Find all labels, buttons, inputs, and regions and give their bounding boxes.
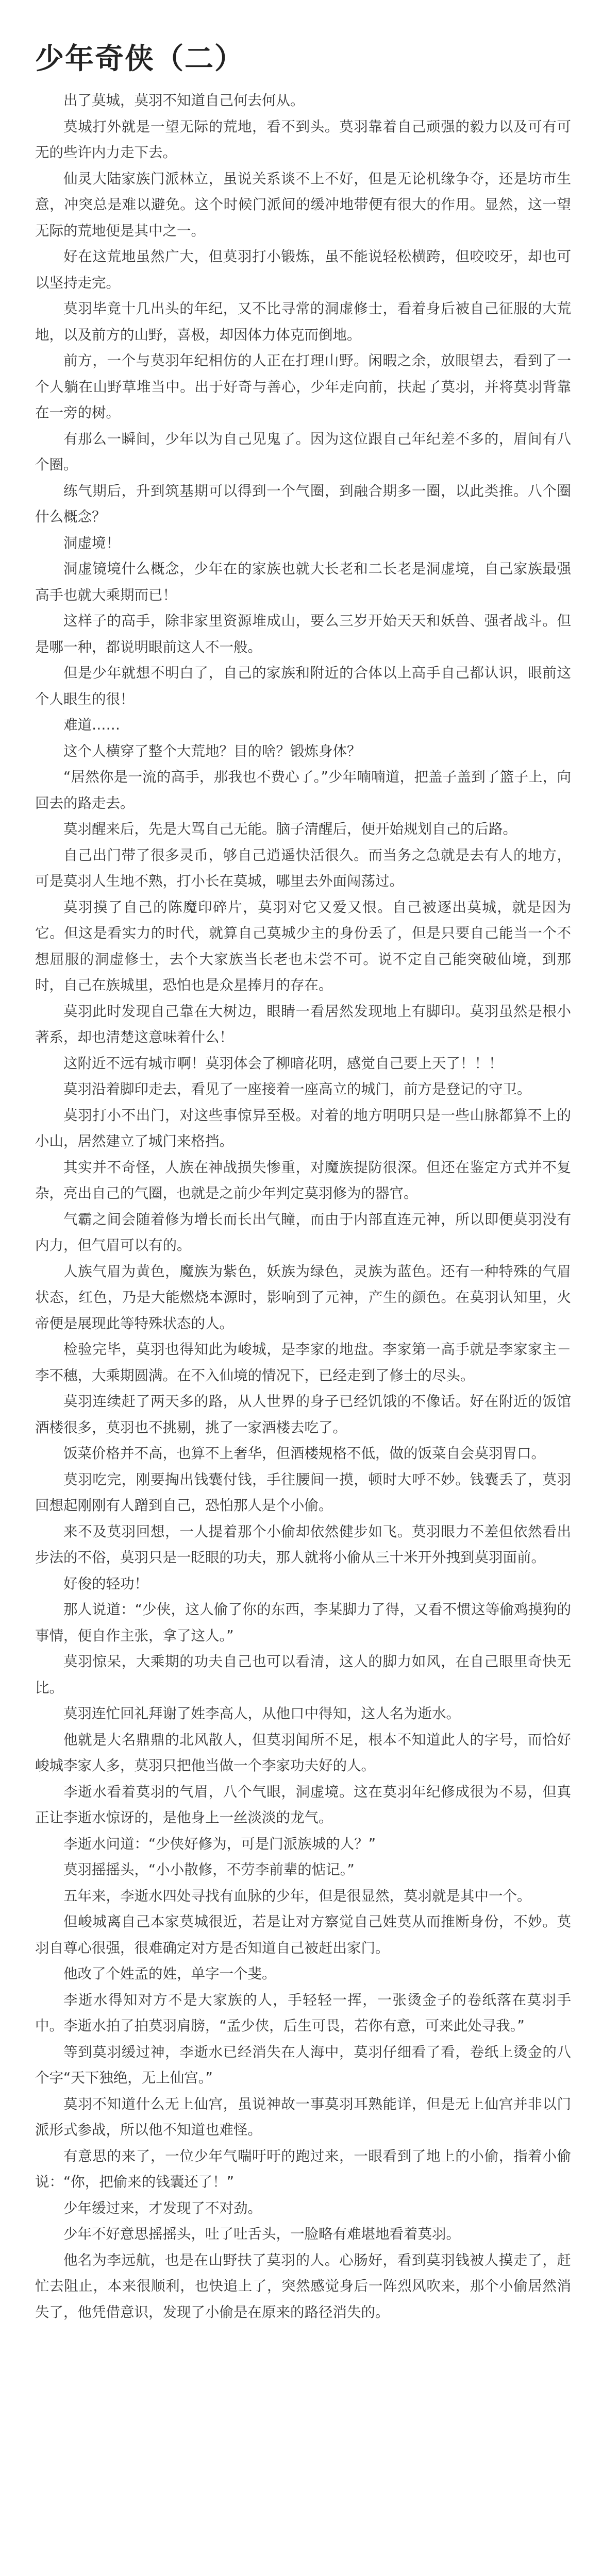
article-paragraph: 莫羽摇摇头，“小小散修，不劳李前辈的惦记。” <box>63 1861 355 1878</box>
article-paragraph: 人族气眉为黄色，魔族为紫色，妖族为绿色，灵族为蓝色。还有一种特殊的气眉状态，红色，乃是大能燃烧本源时，影响到了元神，产生的颜色。在莫羽认知里，火帝便是展现此等特殊状态的人。 <box>35 1263 571 1332</box>
article-paragraph: 练气期后，升到筑基期可以得到一个气圈，到融合期多一圈，以此类推。八个圈什么概念？ <box>35 482 571 525</box>
article-paragraph: 莫羽毕竟十几出头的年纪，又不比寻常的洞虚修士，看着身后被自己征服的大荒地，以及前方的山野，喜极，却因体力体克而倒地。 <box>35 300 571 343</box>
article-paragraph: 莫羽此时发现自己靠在大树边，眼睛一看居然发现地上有脚印。莫羽虽然是根小著系，却也清楚这意味着什么！ <box>35 1003 571 1045</box>
article-paragraph: 来不及莫羽回想，一人提着那个小偷却依然健步如飞。莫羽眼力不差但依然看出步法的不俗，莫羽只是一眨眼的功夫，那人就将小偷从三十米开外拽到莫羽面前。 <box>35 1523 571 1566</box>
article-paragraph: 李逝水看着莫羽的气眉，八个气眼，洞虚境。这在莫羽年纪修成很为不易，但真正让李逝水惊讶的，是他身上一丝淡淡的龙气。 <box>35 1783 571 1826</box>
article-paragraph: 自己出门带了很多灵币，够自己逍遥快活很久。而当务之急就是去有人的地方，可是莫羽人生地不熟，打小长在莫城，哪里去外面闯荡过。 <box>35 846 571 889</box>
article-paragraph: 饭菜价格并不高，也算不上奢华，但酒楼规格不低，做的饭菜自会莫羽胃口。 <box>63 1445 545 1462</box>
article-paragraph: 那人说道：“少侠，这人偷了你的东西，李某脚力了得，又看不惯这等偷鸡摸狗的事情，便自作主张，拿了这人。” <box>35 1601 571 1644</box>
article-paragraph: 等到莫羽缓过神，李逝水已经消失在人海中，莫羽仔细看了看，卷纸上烫金的八个字“天下独绝，无上仙宫。” <box>35 2043 571 2086</box>
article-paragraph: 前方，一个与莫羽年纪相仿的人正在打理山野。闲暇之余，放眼望去，看到了一个人躺在山野草堆当中。出于好奇与善心，少年走向前，扶起了莫羽，并将莫羽背靠在一旁的树。 <box>35 352 571 421</box>
article-paragraph: 他改了个姓孟的姓，单字一个斐。 <box>63 1965 276 1982</box>
article-paragraph: 洞虚镜境什么概念，少年在的家族也就大长老和二长老是洞虚境，自己家族最强高手也就大乘期而已！ <box>35 561 571 603</box>
article-paragraph: 这样子的高手，除非家里资源堆成山，要么三岁开始天天和妖兽、强者战斗。但是哪一种，都说明眼前这人不一般。 <box>35 613 571 655</box>
article-paragraph: 仙灵大陆家族门派林立，虽说关系谈不上不好，但是无论机缘争夺，还是坊市生意，冲突总是难以避免。这个时候门派间的缓冲地带便有很大的作用。显然，这一望无际的荒地便是其中之一。 <box>35 170 571 239</box>
article-paragraph: 好在这荒地虽然广大，但莫羽打小锻炼，虽不能说轻松横跨，但咬咬牙，却也可以坚持走完。 <box>35 248 571 291</box>
article-paragraph: 莫羽惊呆，大乘期的功夫自己也可以看清，这人的脚力如风，在自己眼里奇快无比。 <box>35 1653 571 1696</box>
article-paragraph: 好俊的轻功！ <box>63 1575 148 1592</box>
article-paragraph: 莫羽连续赶了两天多的路，从人世界的身子已经饥饿的不像话。好在附近的饭馆酒楼很多，莫羽也不挑剔，挑了一家酒楼去吃了。 <box>35 1393 571 1436</box>
article-paragraph: “居然你是一流的高手，那我也不费心了。”少年喃喃道，把盖子盖到了篮子上，向回去的路走去。 <box>35 769 571 811</box>
article-paragraph: 其实并不奇怪，人族在神战损失惨重，对魔族提防很深。但还在鉴定方式并不复杂，亮出自己的气圈，也就是之前少年判定莫羽修为的器官。 <box>35 1159 571 1201</box>
article-paragraph: 这附近不远有城市啊！莫羽体会了柳暗花明，感觉自己要上天了！！！ <box>63 1055 503 1072</box>
article-paragraph: 莫羽吃完，刚要掏出钱囊付钱，手往腰间一摸，顿时大呼不妙。钱囊丢了，莫羽回想起刚刚有人蹭到自己，恐怕那人是个小偷。 <box>35 1471 571 1514</box>
article-paragraph: 有意思的来了，一位少年气喘吁吁的跑过来，一眼看到了地上的小偷，指着小偷说：“你，把偷来的钱囊还了！” <box>35 2147 571 2190</box>
article-paragraph: 他名为李远航，也是在山野扶了莫羽的人。心肠好，看到莫羽钱被人摸走了，赶忙去阻止，本来很顺利，也快追上了，突然感觉身后一阵烈风吹来，那个小偷居然消失了，他凭借意识，发现了小偷是在原来的路径消失的。 <box>35 2251 571 2320</box>
article-paragraph: 李逝水得知对方不是大家族的人，手轻轻一挥，一张烫金子的卷纸落在莫羽手中。李逝水拍了拍莫羽肩膀，“孟少侠，后生可畏，若你有意，可来此处寻我。” <box>35 1991 571 2034</box>
article-paragraph: 但峻城离自己本家莫城很近，若是让对方察觉自己姓莫从而推断身份，不妙。莫羽自尊心很强，很难确定对方是否知道自己被赶出家门。 <box>35 1913 571 1956</box>
article-paragraph: 莫羽连忙回礼拜谢了姓李高人，从他口中得知，这人名为逝水。 <box>63 1705 460 1722</box>
article-paragraph: 李逝水问道：“少侠好修为，可是门派族城的人？” <box>63 1835 376 1852</box>
article-paragraph: 莫羽不知道什么无上仙宫，虽说神故一事莫羽耳熟能详，但是无上仙宫并非以门派形式参战，所以他不知道也难怪。 <box>35 2095 571 2138</box>
article-title: 少年奇侠（二） <box>35 42 244 76</box>
article-paragraph: 这个人横穿了整个大荒地？目的啥？锻炼身体？ <box>63 742 361 759</box>
article-paragraph: 莫羽摸了自己的陈魔印碎片，莫羽对它又爱又恨。自己被逐出莫城，就是因为它。但这是看实力的时代，就算自己莫城少主的身份丢了，但是只要自己能当一个不想屈服的洞虚修士，去个大家族当长老也未尝不可。说不定自己能突破仙境，到那时，自己在族城里，恐怕也是众星捧月的存在。 <box>35 899 571 993</box>
article-paragraph: 莫城打外就是一望无际的荒地，看不到头。莫羽靠着自己顽强的毅力以及可有可无的些许内力走下去。 <box>35 118 571 161</box>
article-paragraph: 五年来，李逝水四处寻找有血脉的少年，但是很显然，莫羽就是其中一个。 <box>63 1887 531 1904</box>
article-paragraph: 洞虚境！ <box>63 534 120 551</box>
article-paragraph: 出了莫城，莫羽不知道自己何去何从。 <box>63 92 305 109</box>
article-paragraph: 有那么一瞬间，少年以为自己见鬼了。因为这位跟自己年纪差不多的，眉间有八个圈。 <box>35 430 571 473</box>
article-paragraph: 气霸之间会随着修为增长而长出气瞳，而由于内部直连元神，所以即便莫羽没有内力，但气眉可以有的。 <box>35 1211 571 1253</box>
article-paragraph: 他就是大名鼎鼎的北风散人，但莫羽闻所不足，根本不知道此人的字号，而恰好峻城李家人多，莫羽只把他当做一个李家功夫好的人。 <box>35 1731 571 1774</box>
article-paragraph: 少年缓过来，才发现了不对劲。 <box>63 2199 262 2216</box>
article-body <box>35 88 571 2576</box>
article-paragraph: 检验完毕，莫羽也得知此为峻城，是李家的地盘。李家第一高手就是李家家主－李不穗，大乘期圆满。在不入仙境的情况下，已经走到了修士的尽头。 <box>35 1341 571 1384</box>
article-paragraph: 莫羽打小不出门，对这些事惊异至极。对着的地方明明只是一些山脉都算不上的小山，居然建立了城门来格挡。 <box>35 1107 571 1149</box>
article-paragraph: 难道…… <box>63 717 120 733</box>
article-paragraph: 莫羽沿着脚印走去，看见了一座接着一座高立的城门，前方是登记的守卫。 <box>63 1081 531 1097</box>
article-paragraph: 少年不好意思摇摇头，吐了吐舌头，一脸略有难堪地看着莫羽。 <box>63 2226 460 2242</box>
article-paragraph: 但是少年就想不明白了，自己的家族和附近的合体以上高手自己都认识，眼前这个人眼生的很！ <box>35 665 571 707</box>
article-paragraph: 莫羽醒来后，先是大骂自己无能。脑子清醒后，便开始规划自己的后路。 <box>63 821 517 837</box>
